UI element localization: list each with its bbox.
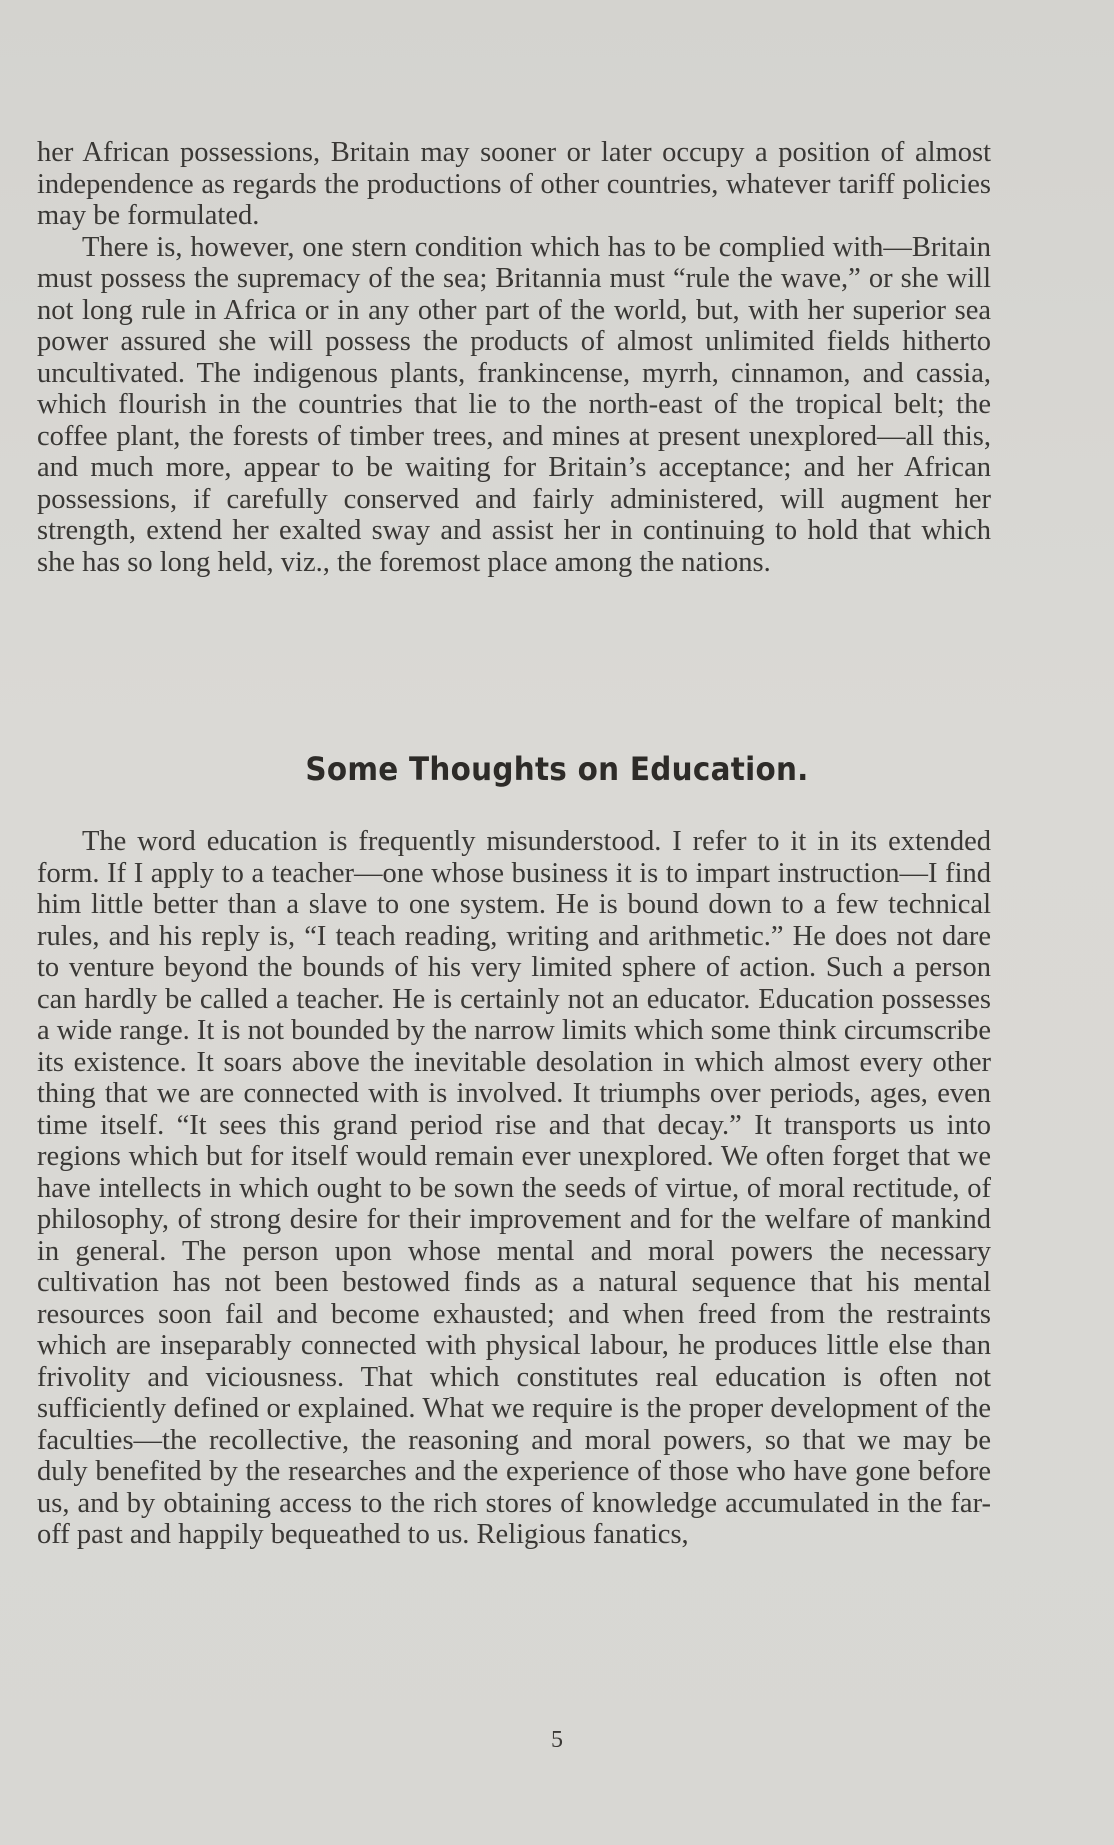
article-body <box>37 826 991 1551</box>
intro-text <box>37 137 991 578</box>
article-paragraph: The word education is frequently misunderstood. I refer to it in its extended form. If I apply to a teacher—one whose business it is to impart instruction—I find him little better than a slave to one system. He is bound down to a few technical rules, and his reply is, “I teach reading, writing and arithmetic.” He does not dare to venture beyond the bounds of his very limited sphere of action. Such a person can hardly be called a teacher. He is certainly not an educator. Education possesses a wide range. It is not bounded by the narrow limits which some think circumscribe its existence. It soars above the inevitable desolation in which almost every other thing that we are connected with is involved. It triumphs over periods, ages, even time itself. “It sees this grand period rise and that decay.” It transports us into regions which but for itself would remain ever unexplored. We often forget that we have intellects in which ought to be sown the seeds of virtue, of moral rectitude, of philosophy, of strong desire for their improvement and for the welfare of mankind in general. The person upon whose mental and moral powers the necessary cultivation has not been bestowed finds as a natural sequence that his mental resources soon fail and become exhausted; and when freed from the restraints which are inseparably connected with physical labour, he produces little else than frivolity and viciousness. That which constitutes real education is often not sufficiently defined or explained. What we require is the proper development of the faculties—the recollective, the reasoning and moral powers, so that we may be duly benefited by the researches and the experience of those who have gone before us, and by obtaining access to the rich stores of knowledge accumulated in the far-off past and happily bequeathed to us. Religious fanatics, <box>37 826 991 1550</box>
article-heading: Some Thoughts on Education. <box>305 750 809 788</box>
intro-paragraph-2: There is, however, one stern condition which has to be complied with—Britain must possess the supremacy of the sea; Britannia must “rule the wave,” or she will not long rule in Africa or in any other part of the world, but, with her superior sea power assured she will possess the products of almost unlimited fields hitherto uncultivated. The indigenous plants, frankincense, myrrh, cinnamon, and cassia, which flourish in the countries that lie to the north-east of the tropical belt; the coffee plant, the forests of timber trees, and mines at present unexplored—all this, and much more, appear to be waiting for Britain’s acceptance; and her African possessions, if carefully conserved and fairly administered, will augment her strength, extend her exalted sway and assist her in continuing to hold that which she has so long held, viz., the foremost place among the nations. <box>37 231 991 578</box>
page-number: 5 <box>551 1727 563 1753</box>
intro-paragraph-1: her African possessions, Britain may sooner or later occupy a position of almost independence as regards the productions of other countries, whatever tariff policies may be formulated. <box>37 137 991 231</box>
